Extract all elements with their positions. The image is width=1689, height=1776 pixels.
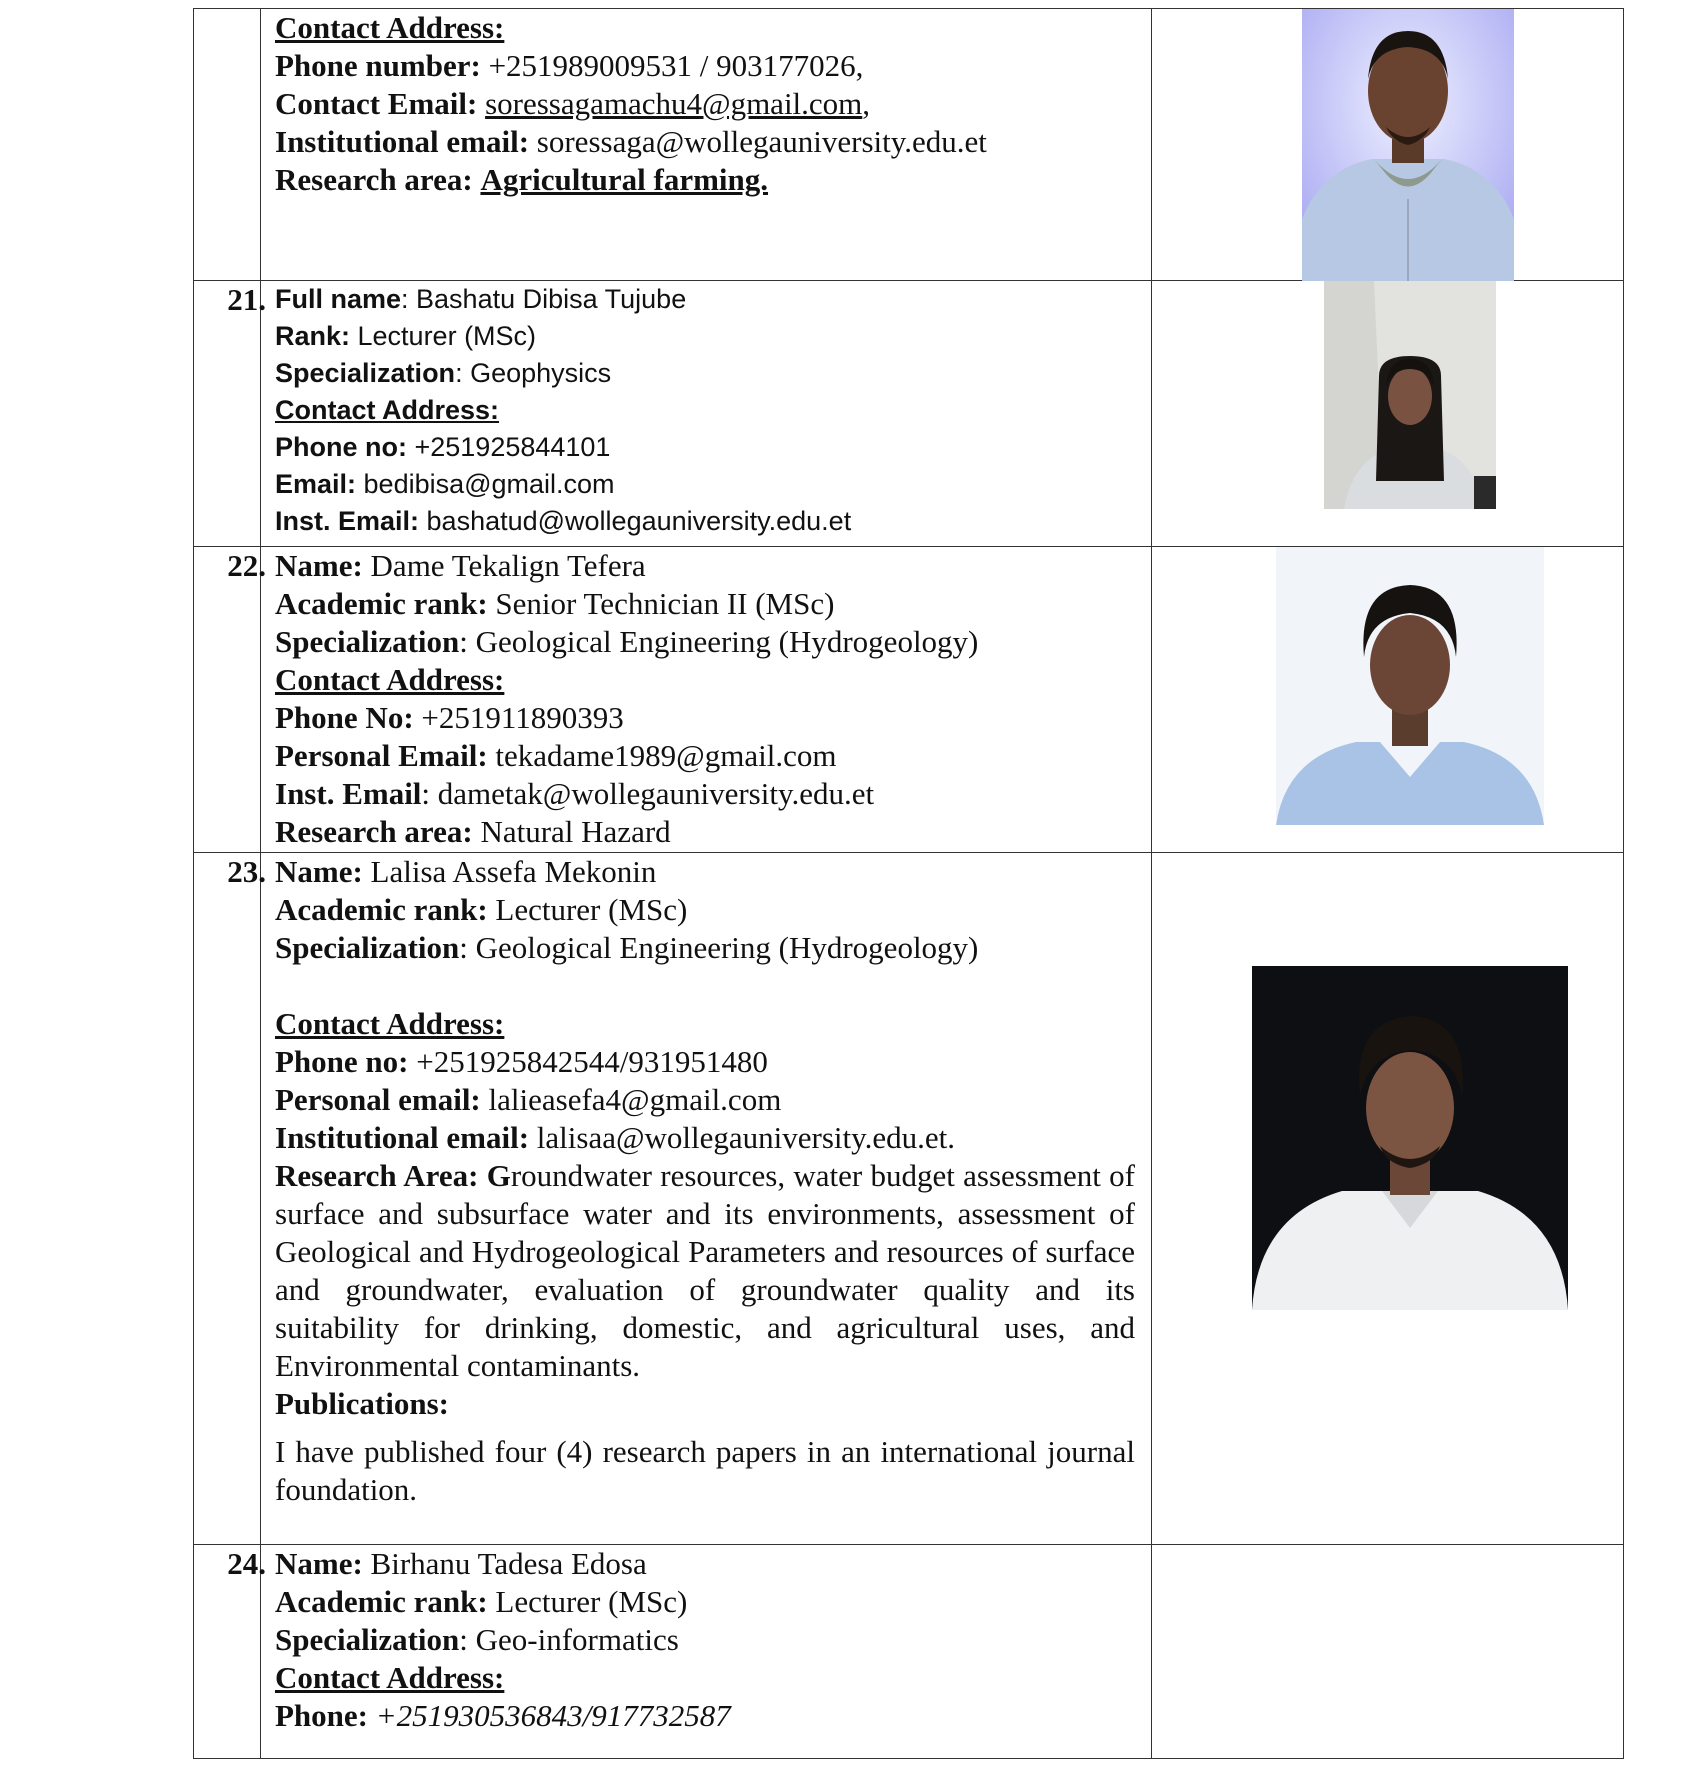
row-number: 22.: [194, 547, 261, 853]
inst-email-value: soressaga@wollegauniversity.edu.et: [529, 124, 987, 159]
rank-label: Academic rank:: [275, 892, 488, 927]
staff-photo: [1324, 281, 1496, 509]
email-label: Email:: [275, 469, 357, 499]
rank-value: Lecturer (MSc): [350, 321, 537, 351]
contact-label: Contact Address:: [275, 395, 500, 425]
photo-cell-empty: [1152, 1545, 1624, 1759]
staff-photo: [1302, 9, 1514, 281]
specialization-value: : Geo-informatics: [459, 1622, 679, 1657]
phone-value: +251925842544/931951480: [408, 1044, 768, 1079]
research-value: Natural Hazard: [472, 814, 671, 849]
table-row: [194, 547, 1624, 853]
phone-value: +251925844101: [406, 432, 611, 462]
phone-label: Phone No:: [275, 700, 414, 735]
name-label: Name:: [275, 548, 363, 583]
specialization-value: : Geophysics: [455, 358, 612, 388]
name-label: Full name: [275, 284, 402, 314]
publications-value: I have published four (4) research papers in an international journal foundation.: [275, 1434, 1135, 1507]
specialization-value: : Geological Engineering (Hydrogeology): [459, 624, 979, 659]
email-value: lalieasefa4@gmail.com: [480, 1082, 782, 1117]
specialization-label: Specialization: [275, 624, 460, 659]
staff-info: [261, 853, 1152, 1545]
research-label: Research Area: G: [275, 1158, 511, 1193]
inst-email-label: Inst. Email: [275, 776, 422, 811]
research-value: roundwater resources, water budget assessment of surface and subsurface water and its environments, assessment of Geological and Hydrogeological Parameters and resources of surface and groundwater, evaluation of groundwater quality and its suitability for drinking, domestic, and agricultural uses, and Environmental contaminants.: [275, 1158, 1135, 1383]
phone-label: Phone:: [275, 1698, 368, 1733]
table-row: [194, 9, 1624, 281]
contact-label: Contact Address:: [275, 662, 505, 697]
email-label: Personal Email:: [275, 738, 488, 773]
inst-email-value: lalisaa@wollegauniversity.edu.et.: [529, 1120, 956, 1155]
table-row: [194, 1545, 1624, 1759]
inst-email-value: : dametak@wollegauniversity.edu.et: [421, 776, 875, 811]
specialization-label: Specialization: [275, 358, 456, 388]
name-value: Dame Tekalign Tefera: [362, 548, 646, 583]
research-label: Research area:: [275, 814, 473, 849]
contact-label: Contact Address:: [275, 10, 505, 45]
rank-label: Rank:: [275, 321, 351, 351]
name-value: : Bashatu Dibisa Tujube: [401, 284, 687, 314]
contact-label: Contact Address:: [275, 1006, 505, 1041]
inst-email-label: Institutional email:: [275, 1120, 530, 1155]
specialization-value: : Geological Engineering (Hydrogeology): [459, 930, 979, 965]
phone-value: +251911890393: [413, 700, 624, 735]
email-link[interactable]: soressagamachu4@gmail.com: [485, 86, 863, 121]
specialization-label: Specialization: [275, 930, 460, 965]
staff-photo: [1276, 547, 1544, 825]
phone-label: Phone number:: [275, 48, 481, 83]
email-suffix: ,: [862, 86, 871, 121]
staff-info: [261, 1545, 1152, 1759]
staff-info: [261, 281, 1152, 547]
name-label: Name:: [275, 854, 363, 889]
rank-value: Lecturer (MSc): [487, 892, 688, 927]
phone-label: Phone no:: [275, 1044, 409, 1079]
photo-cell: [1152, 547, 1624, 853]
table-row: [194, 281, 1624, 547]
email-label: Personal email:: [275, 1082, 481, 1117]
photo-cell: [1152, 853, 1624, 1545]
phone-label: Phone no:: [275, 432, 407, 462]
research-paragraph: [275, 1157, 1135, 1385]
email-label: Contact Email:: [275, 86, 478, 121]
name-value: Birhanu Tadesa Edosa: [362, 1546, 647, 1581]
research-value: Agricultural farming.: [480, 162, 769, 197]
staff-info: [261, 547, 1152, 853]
email-value: bedibisa@gmail.com: [356, 469, 615, 499]
phone-value: +251989009531 / 903177026,: [480, 48, 864, 83]
inst-email-label: Institutional email:: [275, 124, 530, 159]
contact-label: Contact Address:: [275, 1660, 505, 1695]
research-label: Research area:: [275, 162, 473, 197]
row-number: 24.: [194, 1545, 261, 1759]
inst-email-label: Inst. Email:: [275, 506, 420, 536]
rank-label: Academic rank:: [275, 1584, 488, 1619]
email-value: tekadame1989@gmail.com: [487, 738, 837, 773]
rank-value: Lecturer (MSc): [487, 1584, 688, 1619]
row-number: 23.: [194, 853, 261, 1545]
staff-info: [261, 9, 1152, 281]
publications-label: Publications:: [275, 1386, 449, 1421]
phone-value: +251930536843/917732587: [368, 1698, 731, 1733]
table-row: [194, 853, 1624, 1545]
name-label: Name:: [275, 1546, 363, 1581]
row-number: [194, 9, 261, 281]
inst-email-value: bashatud@wollegauniversity.edu.et: [419, 506, 852, 536]
photo-cell: [1152, 9, 1624, 281]
staff-photo: [1252, 966, 1568, 1310]
photo-cell: [1152, 281, 1624, 547]
rank-label: Academic rank:: [275, 586, 488, 621]
staff-table: [193, 8, 1624, 1759]
specialization-label: Specialization: [275, 1622, 460, 1657]
rank-value: Senior Technician II (MSc): [487, 586, 835, 621]
row-number: 21.: [194, 281, 261, 547]
name-value: Lalisa Assefa Mekonin: [362, 854, 657, 889]
